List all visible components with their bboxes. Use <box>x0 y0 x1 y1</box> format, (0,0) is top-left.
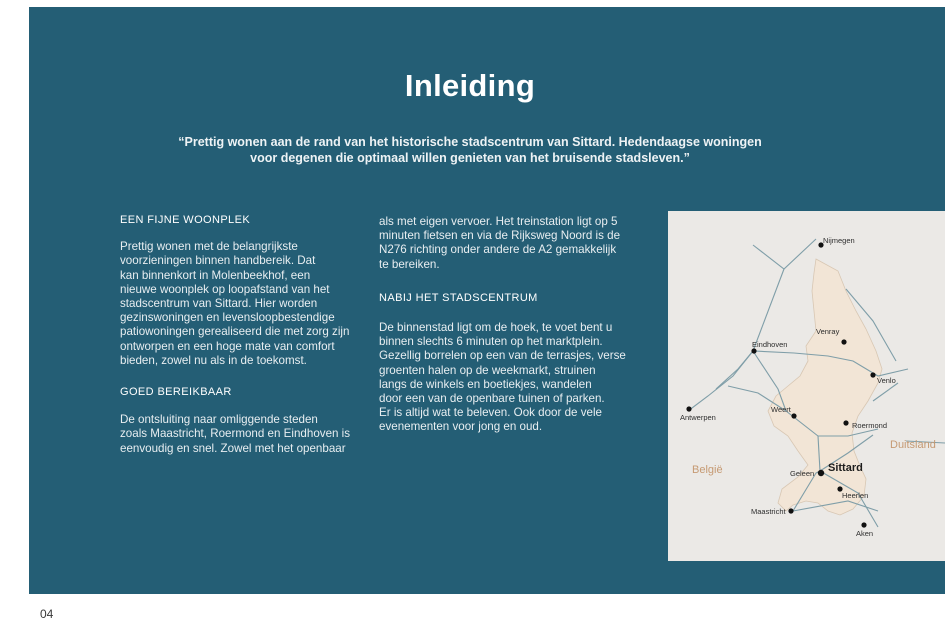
roermond-dot <box>843 420 848 425</box>
label-eindhoven: Eindhoven <box>752 340 788 349</box>
label-weert: Weert <box>771 405 791 414</box>
section-body-centrum: De binnenstad ligt om de hoek, te voet bent u binnen slechts 6 minuten op het marktplein. Gezellig borrelen op een van de terrasjes, verse groenten halen op de weekmarkt, struinen langs de winkels en boetiekjes, wandelen door een van de openbare tuinen of parken. Er is altijd wat te beleven. Ook door de vele evenementen voor jong en oud. <box>379 321 626 434</box>
label-antwerpen: Antwerpen <box>680 413 716 422</box>
section-body-bereikbaar: De ontsluiting naar omliggende steden zoals Maastricht, Roermond en Eindhoven is eenvoudig en snel. Zowel met het openbaar <box>120 413 351 455</box>
eindhoven-dot <box>751 348 756 353</box>
maastricht-dot <box>788 508 793 513</box>
section-body-bereikbaar-continued: als met eigen vervoer. Het treinstation ligt op 5 minuten fietsen en via de Rijksweg Noord is de N276 richting onder andere de A2 gemakkelijk te bereiken. <box>379 215 621 271</box>
section-heading-centrum: NABIJ HET STADSCENTRUM <box>379 291 538 304</box>
section-body-woonplek: Prettig wonen met de belangrijkste voorzieningen binnen handbereik. Dat kan binnenkort in Molenbeekhof, een nieuwe woonplek op loopafstand van het stadscentrum van Sittard. Hier worden gezinswoningen en levensloopbestendige patiowoningen gerealiseerd die met zorg zijn ontworpen en een hoge mate van comfort bieden, zowel nu als in de toekomst. <box>120 240 350 367</box>
label-belgie: België <box>692 464 723 476</box>
limburg-region <box>768 259 882 515</box>
venlo-dot <box>870 372 875 377</box>
label-venray: Venray <box>816 327 840 336</box>
label-duitsland: Duitsland <box>890 439 936 451</box>
section-heading-woonplek: EEN FIJNE WOONPLEK <box>120 214 251 226</box>
antwerpen-dot <box>686 406 691 411</box>
section-heading-bereikbaar: GOED BEREIKBAAR <box>120 386 232 399</box>
left-column <box>120 213 355 456</box>
page-number: 04 <box>40 607 54 621</box>
intro-quote: “Prettig wonen aan de rand van het historische stadscentrum van Sittard. Hedendaagse woningen voor degenen die optimaal willen genieten van het bruisende stadsleven.” <box>178 135 762 165</box>
label-geleen: Geleen <box>790 469 815 478</box>
middle-column <box>379 215 629 435</box>
label-venlo: Venlo <box>877 376 896 385</box>
venray-dot <box>841 339 846 344</box>
label-maastricht: Maastricht <box>751 507 786 516</box>
label-heerlen: Heerlen <box>842 491 869 500</box>
sittard-dot <box>818 470 824 476</box>
label-roermond: Roermond <box>852 421 888 430</box>
location-map <box>668 211 945 561</box>
label-sittard: Sittard <box>828 462 863 474</box>
aken-dot <box>861 522 866 527</box>
map-graphic <box>668 211 945 561</box>
page-title: Inleiding <box>404 68 536 103</box>
label-aken: Aken <box>856 529 874 538</box>
label-nijmegen: Nijmegen <box>823 236 855 245</box>
weert-dot <box>791 413 796 418</box>
